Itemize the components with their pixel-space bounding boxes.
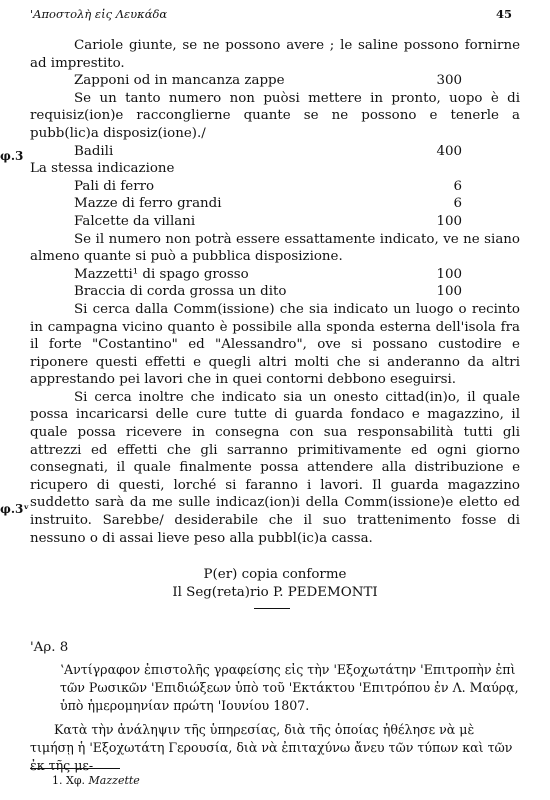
item-qty: 100 [436,266,462,282]
greek-body: Κατὰ τὴν ἀνάληψιν τῆς ὑπηρεσίας, διὰ τῆς ὁποίας ἠθέλησε νὰ μὲ τιμήσῃ ἡ 'Εξοχωτάτη Γερουσία, διὰ νὰ ἐπιταχύνω ἄνευ τῶν τύπων καὶ τῶν ἐκ τῆς με- [30,722,513,773]
signature-line-2: Il Seg(reta)rio P. PEDEMONTI [172,584,378,600]
item-name: Badili [74,143,114,159]
item-qty: 6 [453,178,462,194]
signature-block [30,566,520,601]
signature-divider [254,608,290,609]
item-name: Mazze di ferro grandi [74,196,222,212]
signature-line-1: P(er) copia conforme [203,567,347,582]
italian-body [30,37,520,547]
footnote-marker: 1. Χφ. [52,774,86,787]
item-name: Falcette da villani [74,213,196,229]
list-item [30,72,520,90]
paragraph: Si cerca inoltre che indicato sia un onesto cittad(in)o, il quale possa incaricarsi delle cure tutte di guarda fondaco e magazzino, il quale possa ricevere in consegna con sua responsabilità tutti gli attrezzi ed effetti che gli sarranno primitivamente ed ogni giorno consegnati, il quale finalmente possa attendere alla distribuzione e ricupero di questi, lorché si faranno i lavori. Il guarda magazzino suddetto sarà da me sulle indicaz(ion)i della Comm(issione)e eletto ed instruito. Sarebbe/ desiderabile che il suo trattenimento fosse di nessuno o di assai lieve peso alla pubbl(ic)a cassa. [30,389,520,546]
page-number: 45 [495,7,512,21]
list-item [30,178,520,196]
list-item [30,213,520,231]
footnote [52,774,140,787]
margin-note-folio-3v: φ.3ᵛ [0,502,30,516]
footnote-divider [30,768,120,769]
item-name: Pali di ferro [74,178,155,194]
paragraph: Cariole giunte, se ne possono avere ; le saline possono fornirne ad imprestito. [30,38,520,71]
list-item [30,143,520,161]
list-item [30,195,520,213]
greek-heading: ʽΑντίγραφον ἐπιστολῆς γραφείσης εἰς τὴν 'Εξοχωτάτην 'Επιτροπὴν ἐπὶ τῶν Ρωσικῶν 'Επιδιώξεων ὑπὸ τοῦ 'Εκτάκτου 'Επιτρόπου ἐν Λ. Μαύρᾳ, ὑπὸ ἡμερομηνίαν πρώτη 'Ιουνίου 1807. [60,662,519,713]
footnote-text: Mazzette [88,774,140,787]
list-item [30,283,520,301]
item-name: Braccia di corda grossa un dito [74,284,287,300]
document-number: 'Αρ. 8 [30,640,69,655]
margin-note-folio-3: φ.3 [0,149,24,163]
paragraph: Se il numero non potrà essere essattamente indicato, ve ne siano almeno quante si può a pubblica disposizione. [30,231,520,265]
item-qty: 100 [436,213,462,229]
paragraph: La stessa indicazione [30,161,175,177]
item-name: Mazzetti¹ di spago grosso [74,266,249,282]
list-item [30,266,520,284]
item-qty: 300 [436,73,462,89]
item-qty: 100 [436,284,462,300]
paragraph: Si cerca dalla Comm(issione) che sia indicato un luogo o recinto in campagna vicino quanto è possibile alla sponda esterna dell'isola fra il forte "Costantino" ed "Alessandro", ove si possano custodire e riponere questi effetti e quegli altri molti che si anderanno da altri apprestando pei lavori che in quei contorni debbono eseguirsi. [30,301,520,388]
item-qty: 400 [436,143,462,159]
header-title: 'Αποστολὴ εἰς Λευκάδα [30,7,168,21]
item-qty: 6 [453,196,462,212]
item-name: Zapponi od in mancanza zappe [74,73,285,89]
paragraph: Se un tanto numero non puòsi mettere in pronto, uopo è di requisiz(ion)e racconglierne quante se ne possono e tenerle a pubb(lic)a disposiz(ione)./ [30,90,520,141]
running-header [30,7,512,23]
